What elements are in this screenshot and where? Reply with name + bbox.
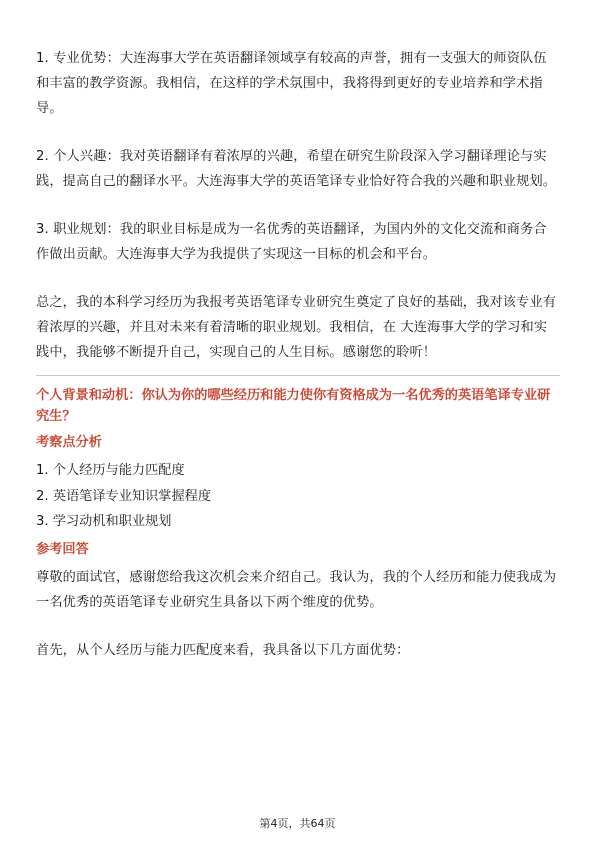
document-body bbox=[36, 46, 560, 663]
paragraph-advantage: 1. 专业优势：大连海事大学在英语翻译领域享有较高的声誉，拥有一支强大的师资队伍和丰富的教学资源。我相信，在这样的学术氛围中，我将得到更好的专业培养和学术指导。 bbox=[36, 51, 547, 116]
answer-paragraph-first: 首先，从个人经历与能力匹配度来看，我具备以下几方面优势： bbox=[36, 642, 410, 658]
answer-paragraph-intro: 尊敬的面试官，感谢您给我这次机会来介绍自己。我认为，我的个人经历和能力使我成为一名优秀的英语笔译专业研究生具备以下两个维度的优势。 bbox=[36, 569, 557, 610]
analysis-heading: 考察点分析 bbox=[36, 435, 102, 450]
page-number-footer: 第4页，共64页 bbox=[259, 817, 336, 830]
section-divider bbox=[36, 375, 560, 376]
paragraph-career: 3. 职业规划：我的职业目标是成为一名优秀的英语翻译，为国内外的文化交流和商务合作做出贡献。大连海事大学为我提供了实现这一目标的机会和平台。 bbox=[36, 222, 547, 262]
paragraph-interest: 2. 个人兴趣：我对英语翻译有着浓厚的兴趣，希望在研究生阶段深入学习翻译理论与实践，提高自己的翻译水平。大连海事大学的英语笔译专业恰好符合我的兴趣和职业规划。 bbox=[36, 149, 557, 189]
interview-question: 个人背景和动机：你认为你的哪些经历和能力使你有资格成为一名优秀的英语笔译专业研究生？ bbox=[36, 388, 551, 424]
list-item: 1. 个人经历与能力匹配度 bbox=[36, 463, 185, 478]
paragraph-summary: 总之，我的本科学习经历为我报考英语笔译专业研究生奠定了良好的基础，我对该专业有着浓厚的兴趣，并且对未来有着清晰的职业规划。我相信，在 大连海事大学的学习和实践中，我能够不断提升自己，实现自己的人生目标。感谢您的聆听！ bbox=[36, 295, 557, 360]
list-item: 2. 英语笔译专业知识掌握程度 bbox=[36, 488, 212, 504]
analysis-list bbox=[36, 458, 560, 535]
list-item: 3. 学习动机和职业规划 bbox=[36, 514, 172, 529]
answer-heading: 参考回答 bbox=[36, 541, 89, 557]
